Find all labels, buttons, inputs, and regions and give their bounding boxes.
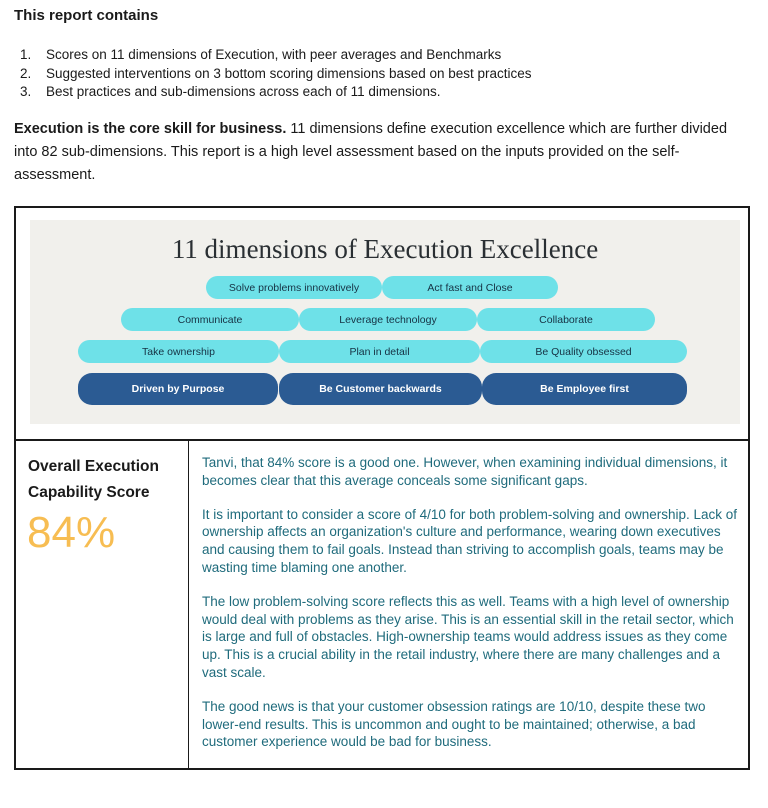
- list-item-number: 1.: [20, 47, 32, 62]
- analysis-paragraph: The good news is that your customer obsession ratings are 10/10, despite these two lower-end results. This is uncommon and ought to be maintained; otherwise, a bad customer experience would be bad for business.: [202, 698, 706, 750]
- dimension-pill: Take ownership: [78, 340, 279, 363]
- analysis-paragraph: Tanvi, that 84% score is a good one. However, when examining individual dimensions, it becomes clear that this average conceals some significant gaps.: [202, 455, 728, 488]
- intro-bold-text: Execution is the core skill for business.: [14, 121, 287, 137]
- report-contents-list: [20, 46, 532, 102]
- report-heading: This report contains: [14, 7, 159, 24]
- intro-body-text: 11 dimensions define execution excellence which are further divided into 82 sub-dimensions. This report is a high level assessment based on the inputs provided on the self- assessment.: [14, 121, 728, 183]
- score-card: [14, 206, 750, 770]
- section-divider: [16, 439, 748, 441]
- column-divider: [188, 441, 189, 768]
- dimension-pill: Solve problems innovatively: [206, 276, 382, 299]
- dimensions-banner: [30, 220, 740, 424]
- score-label: Overall Execution Capability Score: [28, 458, 159, 501]
- list-item-text: Best practices and sub-dimensions across each of 11 dimensions.: [46, 84, 441, 99]
- analysis-paragraph: It is important to consider a score of 4/10 for both problem-solving and ownership. Lack of ownership affects an organization's culture and performance, wearing down executives and causing them to fail goals. Instead than striving to accomplish goals, teams may be wasting time blaming one another.: [202, 506, 738, 575]
- dimension-pill: Leverage technology: [299, 308, 477, 331]
- score-value: 84%: [27, 508, 116, 557]
- dimension-pill: Driven by Purpose: [78, 373, 278, 405]
- list-item-text: Suggested interventions on 3 bottom scoring dimensions based on best practices: [46, 65, 532, 81]
- list-item-number: 3.: [20, 84, 32, 99]
- dimension-pill: Plan in detail: [279, 340, 480, 363]
- list-item-number: 2.: [20, 65, 32, 81]
- score-analysis: [202, 454, 740, 767]
- list-item: [20, 65, 532, 84]
- list-item-text: Scores on 11 dimensions of Execution, with peer averages and Benchmarks: [46, 47, 502, 62]
- banner-title: 11 dimensions of Execution Excellence: [171, 234, 599, 264]
- list-item: [20, 83, 532, 102]
- dimension-pill: Act fast and Close: [382, 276, 558, 299]
- dimension-pill: Collaborate: [477, 308, 655, 331]
- analysis-paragraph: The low problem-solving score reflects this as well. Teams with a high level of ownership would deal with problems as they arise. This is an essential skill in the retail sector, which is large and full of obstacles. High-ownership teams would address issues as they come up. This is a crucial ability in the retail industry, where there are many challenges and a vast scale.: [202, 593, 734, 680]
- list-item: [20, 46, 532, 65]
- dimension-pill: Be Employee first: [482, 373, 687, 405]
- dimension-pill: Communicate: [121, 308, 299, 331]
- dimension-pill: Be Quality obsessed: [480, 340, 687, 363]
- dimension-pill: Be Customer backwards: [279, 373, 482, 405]
- intro-paragraph: [14, 118, 754, 187]
